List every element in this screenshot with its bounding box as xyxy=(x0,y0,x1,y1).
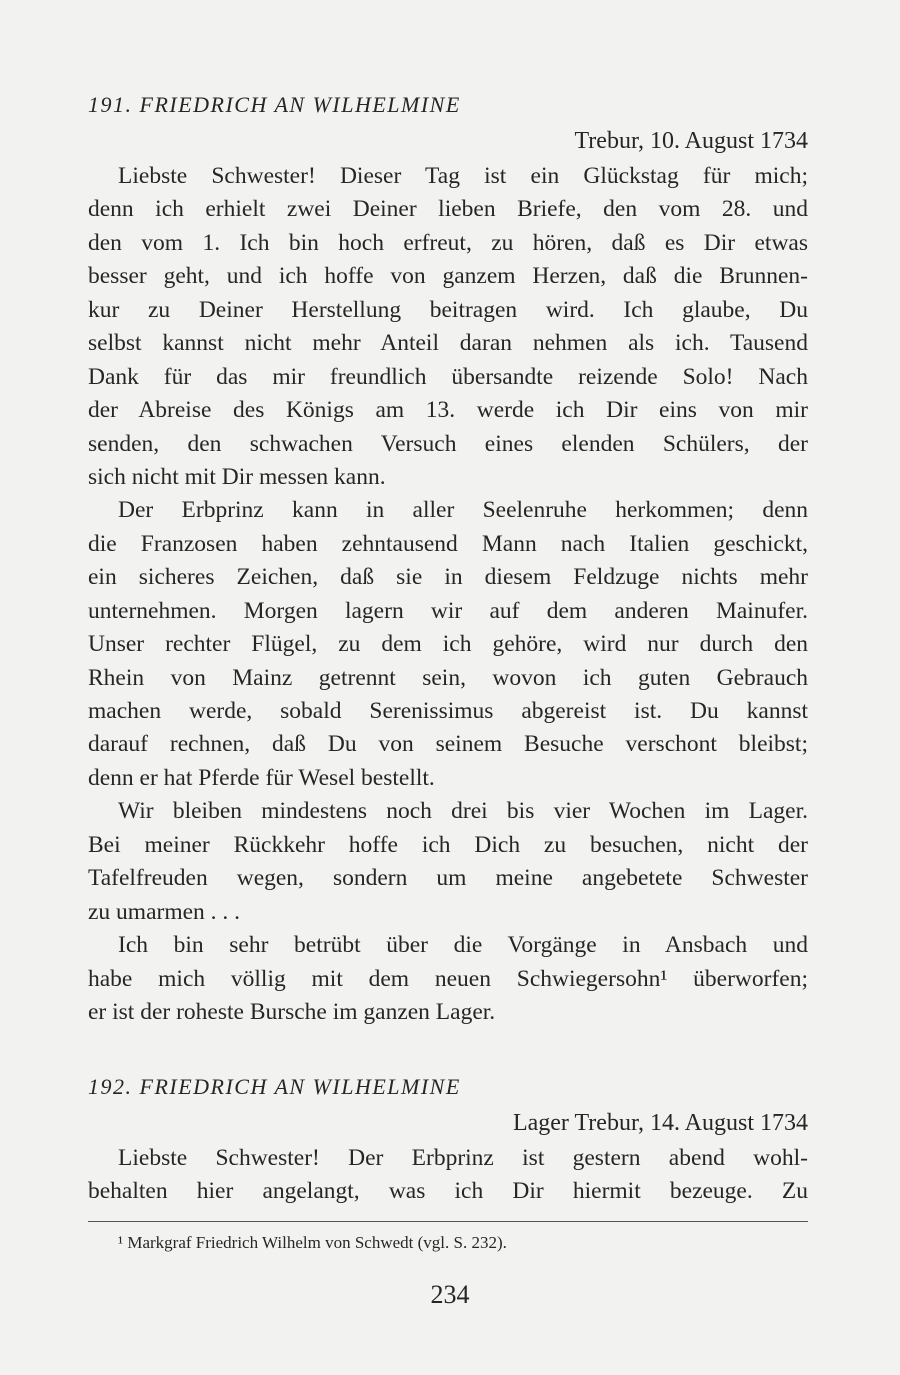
text-line: selbst kannst nicht mehr Anteil daran nehmen als ich. Tausend xyxy=(88,330,808,357)
paragraph xyxy=(88,795,808,929)
text-line: sich nicht mit Dir messen kann. xyxy=(88,463,386,490)
footnote-divider xyxy=(88,1221,808,1222)
text-line: Liebste Schwester! Dieser Tag ist ein Glückstag für mich; xyxy=(118,163,808,189)
text-line: er ist der roheste Bursche im ganzen Lager. xyxy=(88,998,496,1025)
paragraph xyxy=(88,494,808,795)
text-line: senden, den schwachen Versuch eines elenden Schülers, der xyxy=(88,430,808,457)
page-number: 234 xyxy=(430,1280,470,1309)
letter-192 xyxy=(88,1070,808,1209)
text-line: Rhein von Mainz getrennt sein, wovon ich guten Gebrauch xyxy=(88,664,808,691)
text-line: die Franzosen haben zehntausend Mann nach Italien geschickt, xyxy=(88,530,808,557)
text-line: Wir bleiben mindestens noch drei bis vier Wochen im Lager. xyxy=(118,798,808,825)
text-line: zu umarmen . . . xyxy=(88,898,241,925)
letter-191 xyxy=(88,88,808,1029)
text-line: denn ich erhielt zwei Deiner lieben Briefe, den vom 28. und xyxy=(88,196,808,223)
footnote: ¹ Markgraf Friedrich Wilhelm von Schwedt (vgl. S. 232). xyxy=(118,1233,507,1252)
text-line: Unser rechter Flügel, zu dem ich gehöre, wird nur durch den xyxy=(88,631,808,658)
text-line: unternehmen. Morgen lagern wir auf dem anderen Mainufer. xyxy=(88,597,808,624)
text-line: denn er hat Pferde für Wesel bestellt. xyxy=(88,764,435,791)
text-line: behalten hier angelangt, was ich Dir hiermit bezeuge. Zu xyxy=(88,1178,808,1205)
text-line: habe mich völlig mit dem neuen Schwiegersohn¹ überworfen; xyxy=(88,965,808,992)
paragraph xyxy=(88,1142,808,1209)
letter-date: Lager Trebur, 14. August 1734 xyxy=(512,1110,808,1136)
letter-heading: 191. FRIEDRICH AN WILHELMINE xyxy=(88,92,461,117)
text-line: Dank für das mir freundlich übersandte reizende Solo! Nach xyxy=(88,363,808,390)
text-line: darauf rechnen, daß Du von seinem Besuche verschont bleibst; xyxy=(88,731,808,758)
letter-heading: 192. FRIEDRICH AN WILHELMINE xyxy=(88,1074,461,1099)
letter-date: Trebur, 10. August 1734 xyxy=(574,128,808,154)
text-line: machen werde, sobald Serenissimus abgereist ist. Du kannst xyxy=(88,698,808,724)
text-line: Tafelfreuden wegen, sondern um meine angebetete Schwester xyxy=(88,865,808,892)
text-line: Der Erbprinz kann in aller Seelenruhe herkommen; denn xyxy=(118,497,808,524)
text-line: Ich bin sehr betrübt über die Vorgänge in Ansbach und xyxy=(118,932,808,959)
paragraph xyxy=(88,929,808,1029)
text-line: kur zu Deiner Herstellung beitragen wird. Ich glaube, Du xyxy=(88,296,808,323)
text-line: Bei meiner Rückkehr hoffe ich Dich zu besuchen, nicht der xyxy=(88,831,808,858)
text-line: den vom 1. Ich bin hoch erfreut, zu hören, daß es Dir etwas xyxy=(88,229,808,256)
text-line: der Abreise des Königs am 13. werde ich Dir eins von mir xyxy=(88,397,808,424)
text-line: besser geht, und ich hoffe von ganzem Herzen, daß die Brunnen- xyxy=(88,263,808,290)
text-line: Liebste Schwester! Der Erbprinz ist gestern abend wohl- xyxy=(118,1145,808,1171)
paragraph xyxy=(88,160,808,494)
text-line: ein sicheres Zeichen, daß sie in diesem Feldzuge nichts mehr xyxy=(88,564,808,591)
